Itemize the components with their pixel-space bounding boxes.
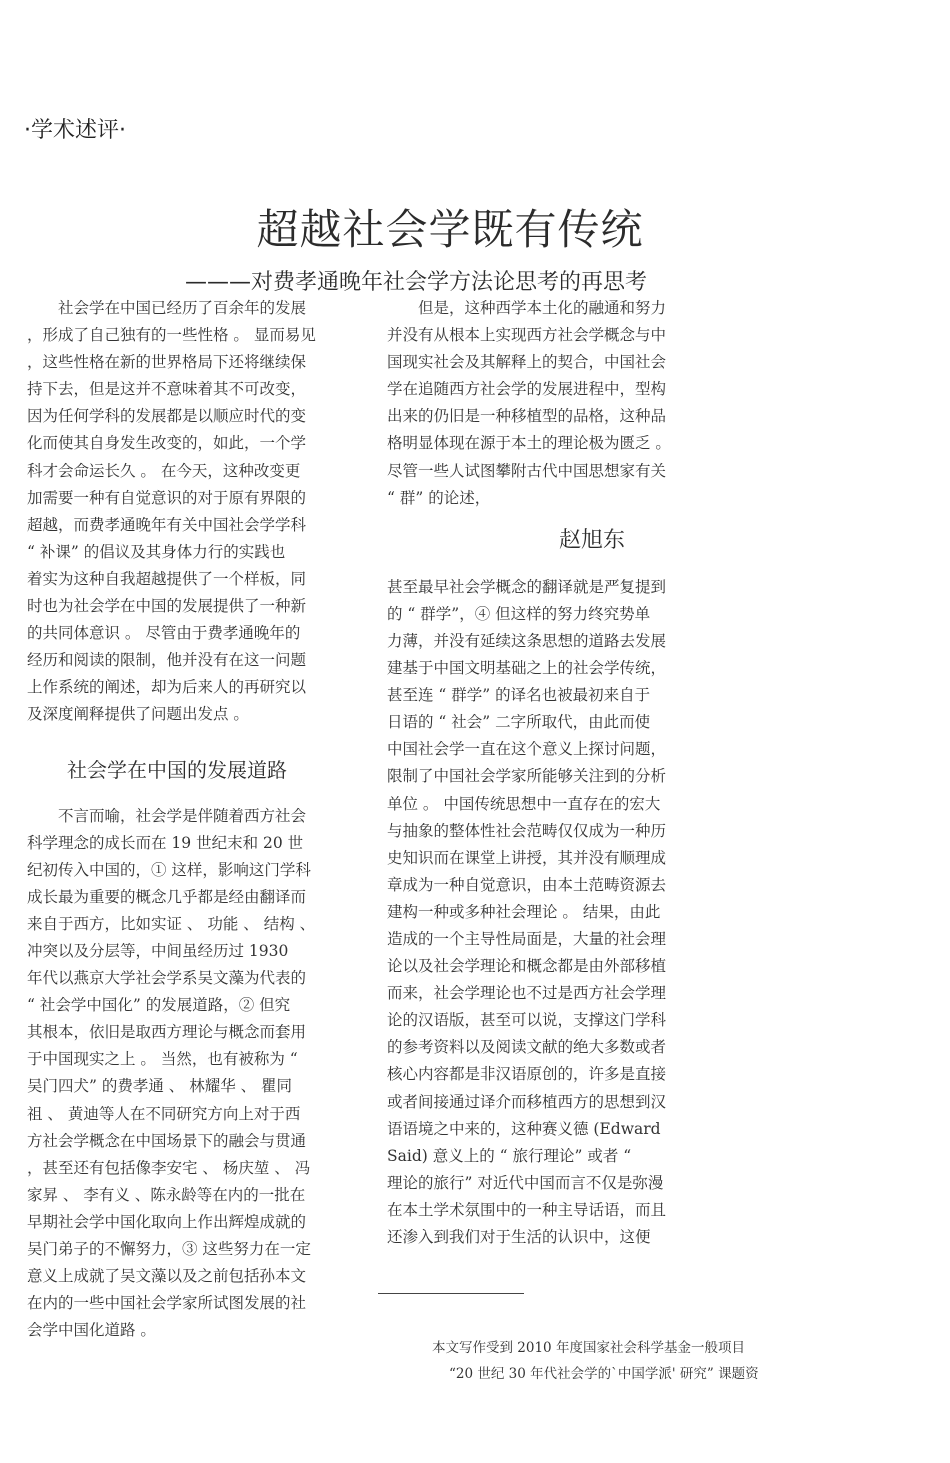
text-line: 限制了中国社会学家所能够关注到的分析 (387, 767, 667, 786)
text-line: 家昇 、 李有义 、陈永龄等在内的一批在 (27, 1185, 306, 1204)
text-line: 经历和阅读的限制，他并没有在这一问题 (27, 651, 307, 670)
text-line: 学在追随西方社会学的发展进程中，型构 (387, 380, 667, 399)
text-line: 不言而喻，社会学是伴随着西方社会 (27, 806, 307, 825)
article-subtitle: ———对费孝通晚年社会学方法论思考的再思考 (185, 270, 648, 295)
text-line: 科学理念的成长而在 19 世纪末和 20 世 (27, 833, 304, 852)
text-line: 甚至最早社会学概念的翻译就是严复提到 (387, 577, 667, 596)
text-line: 甚至连 “ 群学” 的译名也被最初来自于 (387, 686, 651, 705)
text-line: “ 群” 的论述， (387, 488, 491, 507)
text-line: 的 “ 群学”，④ 但这样的努力终究势单 (387, 604, 651, 623)
text-line: 来自于西方，比如实证 、 功能 、 结构 、 (27, 914, 316, 933)
text-line: 意义上成就了吴文藻以及之前包括孙本文 (27, 1267, 307, 1286)
text-line: 但是，这种西学本土化的融通和努力 (387, 299, 667, 317)
text-line: 在本土学术氛围中的一种主导话语，而且 (387, 1200, 667, 1219)
text-line: 理论的旅行” 对近代中国而言不仅是弥漫 (387, 1173, 664, 1192)
left-column (27, 295, 343, 1344)
text-line: 加需要一种有自觉意识的对于原有界限的 (27, 488, 307, 507)
text-line: 在内的一些中国社会学家所试图发展的社 (27, 1294, 307, 1313)
text-line: 单位 。 中国传统思想中一直存在的宏大 (387, 794, 661, 813)
text-line: 会学中国化道路 。 (27, 1321, 156, 1340)
footnote-divider (378, 1293, 524, 1294)
text-line: 科才会命运长久 。 在今天，这种改变更 (27, 461, 301, 480)
text-line: 建构一种或多种社会理论 。 结果，由此 (387, 902, 661, 921)
text-line: 核心内容都是非汉语原创的，许多是直接 (387, 1065, 667, 1084)
text-line: 社会学在中国已经历了百余年的发展 (27, 299, 307, 317)
text-line: ，甚至还有包括像李安宅 、 杨庆堃 、 冯 (27, 1158, 311, 1177)
text-line: 化而使其自身发生改变的，如此，一个学 (27, 434, 307, 453)
text-line: 日语的 “ 社会” 二字所取代，由此而使 (387, 713, 651, 732)
text-line: “ 社会学中国化” 的发展道路，② 但究 (27, 996, 291, 1015)
text-line: 纪初传入中国的，① 这样，影响这门学科 (27, 860, 311, 879)
text-line: 上作系统的阐述，却为后来人的再研究以 (27, 678, 307, 697)
text-line: 其根本，依旧是取西方理论与概念而套用 (27, 1023, 307, 1042)
text-line: 尽管一些人试图攀附古代中国思想家有关 (387, 461, 667, 480)
article-title: 超越社会学既有传统 (256, 205, 644, 254)
text-line: 着实为这种自我超越提供了一个样板，同 (27, 569, 307, 588)
text-line: 吴门四犬” 的费孝通 、 林耀华 、 瞿同 (27, 1077, 293, 1096)
text-line: 语语境之中来的，这种赛义德 (Edward (387, 1119, 661, 1138)
text-line: 的参考资料以及阅读文献的绝大多数或者 (387, 1038, 667, 1057)
footnote-line: 本文写作受到 2010 年度国家社会科学基金一般项目 (432, 1340, 745, 1356)
left-paragraph-2 (27, 803, 343, 1345)
text-line: 章成为一种自觉意识，由本土范畴资源去 (387, 875, 667, 894)
text-line: 中国社会学一直在这个意义上探讨问题， (387, 740, 667, 759)
text-line: 吴门弟子的不懈努力，③ 这些努力在一定 (27, 1240, 311, 1258)
section-label: ·学术述评· (24, 118, 126, 143)
text-line: 而来，社会学理论也不过是西方社会学理 (387, 984, 667, 1003)
text-line: 格明显体现在源于本土的理论极为匮乏 。 (387, 434, 671, 453)
text-line: 于中国现实之上 。 当然，也有被称为 “ (27, 1050, 298, 1069)
text-line: 或者间接通过译介而移植西方的思想到汉 (387, 1092, 667, 1111)
author-spacer (387, 512, 703, 574)
right-paragraph-2 (387, 574, 703, 1251)
text-line: 冲突以及分层等，中间虽经历过 1930 (27, 941, 289, 960)
text-line: 出来的仍旧是一种移植型的品格，这种品 (387, 407, 667, 426)
text-line: 方社会学概念在中国场景下的融会与贯通 (27, 1131, 307, 1150)
text-line: 国现实社会及其解释上的契合，中国社会 (387, 353, 667, 372)
text-line: 与抽象的整体性社会范畴仅仅成为一种历 (387, 821, 667, 840)
text-line: 祖 、 黄迪等人在不同研究方向上对于西 (27, 1104, 301, 1123)
text-line: 早期社会学中国化取向上作出辉煌成就的 (27, 1212, 307, 1231)
text-line: 力薄，并没有延续这条思想的道路去发展 (387, 631, 667, 650)
text-line: 论的汉语版，甚至可以说，支撑这门学科 (387, 1011, 667, 1030)
section-heading: 社会学在中国的发展道路 (67, 758, 287, 782)
footnote-line: “20 世纪 30 年代社会学的`中国学派' 研究” 课题资 (449, 1366, 759, 1382)
text-line: 超越，而费孝通晚年有关中国社会学学科 (27, 515, 307, 534)
author-name: 赵旭东 (559, 528, 626, 553)
text-line: 持下去，但是这并不意味着其不可改变， (27, 380, 307, 399)
text-line: ，形成了自己独有的一些性格 。 显而易见 (27, 326, 316, 345)
right-column (387, 295, 703, 1251)
text-line: “ 补课” 的倡议及其身体力行的实践也 (27, 542, 286, 561)
text-line: ，这些性格在新的世界格局下还将继续保 (27, 353, 307, 372)
text-line: 造成的一个主导性局面是，大量的社会理 (387, 929, 667, 948)
text-line: 史知识而在课堂上讲授，其并没有顺理成 (387, 848, 667, 867)
text-line: 还渗入到我们对于生活的认识中，这便 (387, 1228, 651, 1246)
text-line: 的共同体意识 。 尽管由于费孝通晚年的 (27, 624, 301, 643)
text-line: 并没有从根本上实现西方社会学概念与中 (387, 326, 667, 345)
right-paragraph-1 (387, 295, 703, 512)
text-line: 时也为社会学在中国的发展提供了一种新 (27, 597, 307, 616)
text-line: 建基于中国文明基础之上的社会学传统， (387, 659, 667, 678)
text-line: 年代以燕京大学社会学系吴文藻为代表的 (27, 969, 307, 988)
text-line: 论以及社会学理论和概念都是由外部移植 (387, 957, 667, 976)
text-line: Said) 意义上的 “ 旅行理论” 或者 “ (387, 1146, 632, 1165)
left-paragraph-1 (27, 295, 343, 729)
text-line: 成长最为重要的概念几乎都是经由翻译而 (27, 887, 307, 906)
text-line: 及深度阐释提供了问题出发点 。 (27, 705, 249, 724)
text-line: 因为任何学科的发展都是以顺应时代的变 (27, 407, 307, 426)
